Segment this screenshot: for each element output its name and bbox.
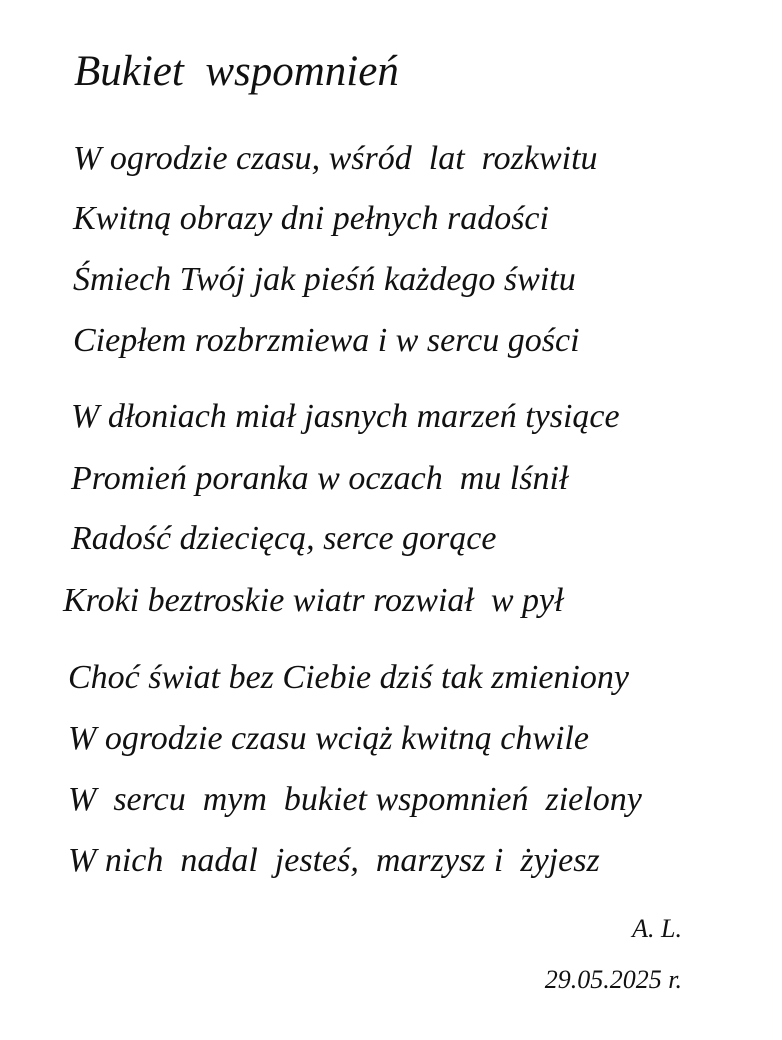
poem-line: W dłoniach miał jasnych marzeń tysiące xyxy=(71,398,620,435)
poem-line: Radość dziecięcą, serce gorące xyxy=(71,520,497,557)
poem-line: Ciepłem rozbrzmiewa i w sercu gości xyxy=(73,322,580,359)
poem-title: Bukiet wspomnień xyxy=(74,48,399,95)
poem-line: Śmiech Twój jak pieśń każdego świtu xyxy=(73,261,576,298)
poem-line: Kroki beztroskie wiatr rozwiał w pył xyxy=(63,582,564,619)
poem-line: Choć świat bez Ciebie dziś tak zmieniony xyxy=(68,659,629,696)
author-signature: A. L. xyxy=(632,914,682,943)
poem-date: 29.05.2025 r. xyxy=(544,965,682,994)
poem-line: W ogrodzie czasu wciąż kwitną chwile xyxy=(68,720,589,757)
poem-line: Kwitną obrazy dni pełnych radości xyxy=(73,200,549,237)
poem-line: W sercu mym bukiet wspomnień zielony xyxy=(68,781,642,818)
poem-line: W ogrodzie czasu, wśród lat rozkwitu xyxy=(73,140,598,177)
poem-line: W nich nadal jesteś, marzysz i żyjesz xyxy=(68,842,600,879)
poem-line: Promień poranka w oczach mu lśnił xyxy=(71,460,569,497)
